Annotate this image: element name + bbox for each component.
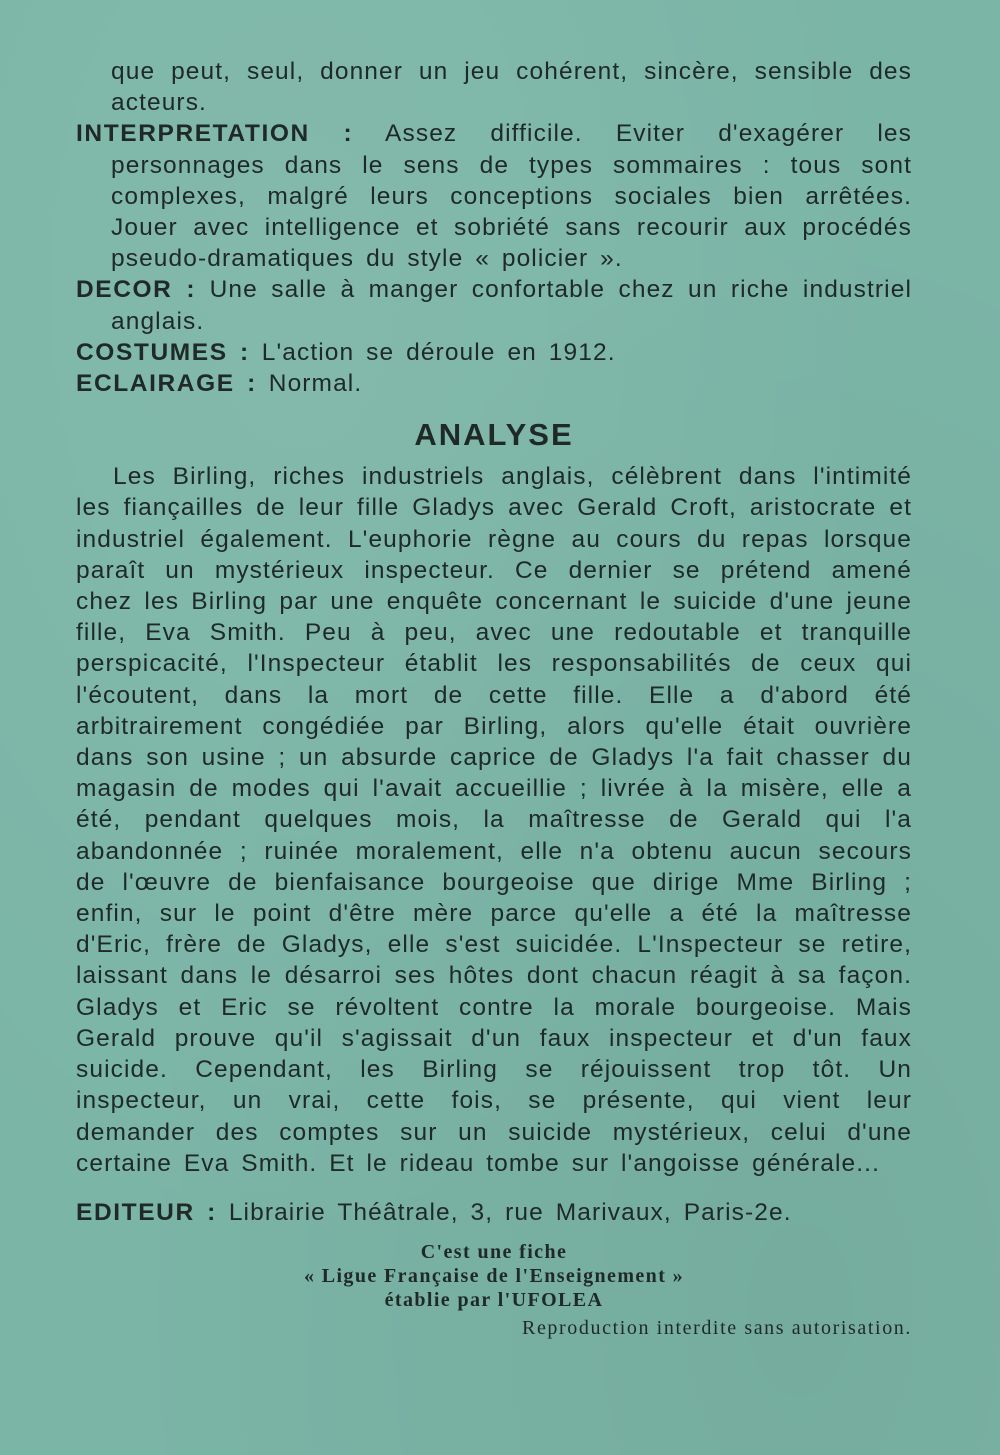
interpretation-label: INTERPRETATION : [76,120,354,148]
intro-text: que peut, seul, donner un jeu cohérent, sincère, sensible des acteurs. [111,58,912,117]
costumes-label: COSTUMES : [76,338,250,366]
decor-entry [76,274,912,336]
costumes-text: L'action se déroule en 1912. [261,338,616,366]
footer-line-2: « Ligue Française de l'Enseignement » [303,1265,685,1288]
interpretation-text: Assez difficile. Eviter d'exagérer les personnages dans le sens de types sommaires : tous sont complexes, malgré leurs conceptions sociales bien arrêtées. Jouer avec intelligence et sobriété sans recourir aux procédés pseudo-dramatiques du style « policier ». [111,120,912,273]
eclairage-text: Normal. [268,370,363,398]
reproduction-notice: Reproduction interdite sans autorisation. [522,1317,912,1340]
footer-line-1: C'est une fiche [420,1241,568,1264]
costumes-entry [76,337,912,368]
document-page [76,56,912,1340]
interpretation-entry [76,118,912,274]
intro-paragraph [76,56,912,118]
analyse-heading: ANALYSE [414,417,574,453]
editeur-text: Librairie Théâtrale, 3, rue Marivaux, Paris-2e. [228,1198,792,1226]
eclairage-label: ECLAIRAGE : [76,370,257,398]
analyse-paragraph: Les Birling, riches industriels anglais, célèbrent dans l'intimité les fiançailles de leur fille Gladys avec Gerald Croft, aristocrate et industriel également. L'euphorie règne au cours du repas lorsque paraît un mystérieux inspecteur. Ce dernier se prétend amené chez les Birling par une enquête concernant le suicide d'une jeune fille, Eva Smith. Peu à peu, avec une redoutable et tranquille perspicacité, l'Inspecteur établit les responsabilités de ceux qui l'écoutent, dans la mort de cette fille. Elle a d'abord été arbitrairement congédiée par Birling, alors qu'elle était ouvrière dans son usine ; un absurde caprice de Gladys l'a fait chasser du magasin de modes qui l'avait accueillie ; livrée à la misère, elle a été, pendant quelques mois, la maîtresse de Gerald qui l'a abandonnée ; ruinée moralement, elle n'a obtenu aucun secours de l'œuvre de bienfaisance bourgeoise que dirige Mme Birling ; enfin, sur le point d'être mère parce qu'elle a été la maîtresse d'Eric, frère de Gladys, elle s'est suicidée. L'Inspecteur se retire, laissant dans le désarroi ses hôtes dont chacun réagit à sa façon. Gladys et Eric se révoltent contre la morale bourgeoise. Mais Gerald prouve qu'il s'agissait d'un faux inspecteur et d'un faux suicide. Cependant, les Birling se réjouissent trop tôt. Un inspecteur, un vrai, cette fois, se présente, qui vient leur demander des comptes sur un suicide mystérieux, celui d'une certaine Eva Smith. Et le rideau tombe sur l'angoisse générale... [76,463,912,1177]
footer-line-3: établie par l'UFOLEA [384,1289,604,1312]
editeur-entry [76,1197,912,1228]
editeur-label: EDITEUR : [76,1198,217,1226]
eclairage-entry [76,368,912,399]
footer-block [76,1240,912,1312]
decor-label: DECOR : [76,276,197,304]
decor-text: Une salle à manger confortable chez un riche industriel anglais. [111,276,912,335]
